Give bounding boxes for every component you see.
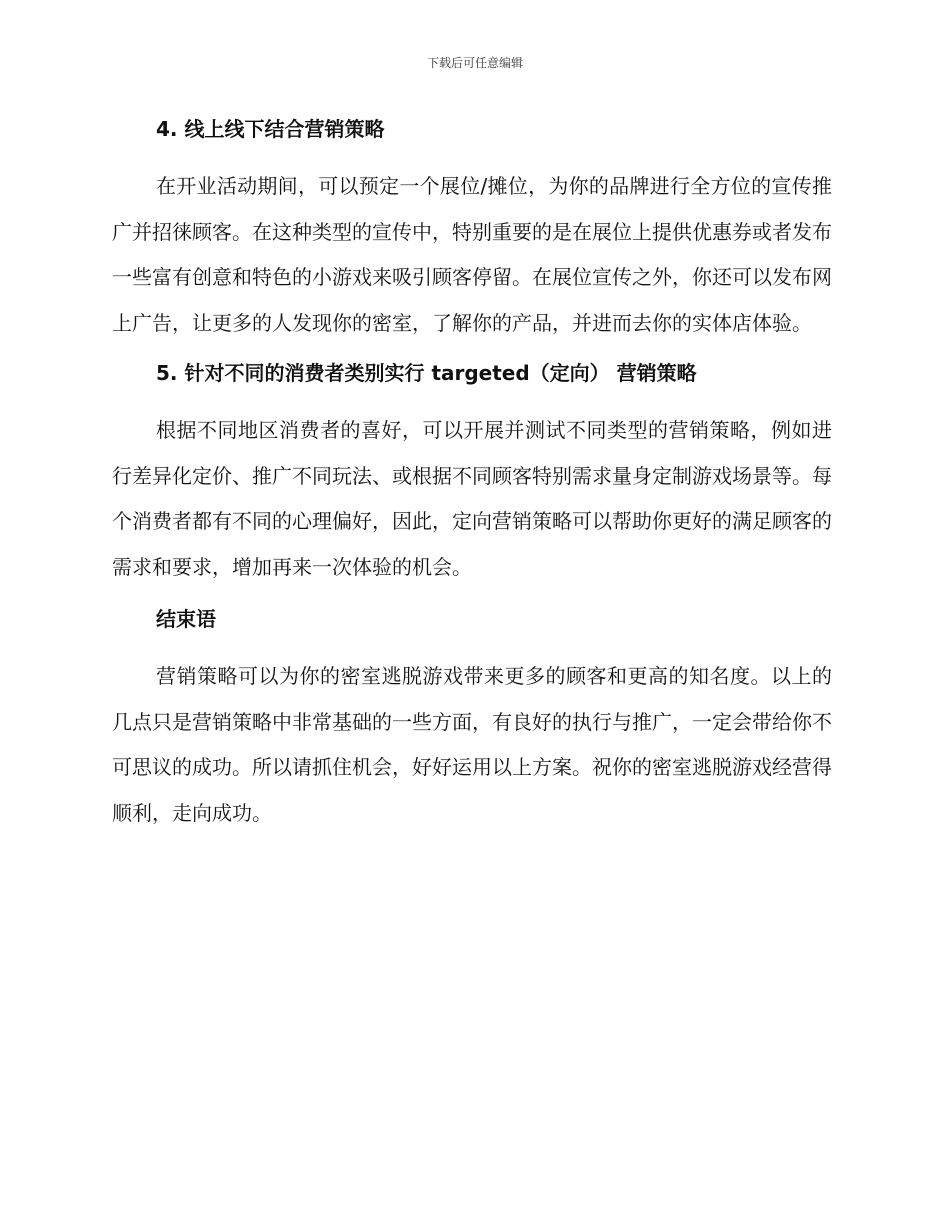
section-heading-online-offline: 4. 线上线下结合营销策略: [156, 117, 385, 141]
section-paragraph-targeted: 根据不同地区消费者的喜好，可以开展并测试不同类型的营销策略，例如进行差异化定价、推广不同玩法、或根据不同顾客特别需求量身定制游戏场景等。每个消费者都有不同的心理偏好，因此，定向营销策略可以帮助你更好的满足顾客的需求和要求，增加再来一次体验的机会。: [112, 418, 832, 579]
page-header-note: 下载后可任意编辑: [426, 56, 523, 70]
section-heading-conclusion: 结束语: [156, 607, 216, 631]
document-body: [112, 112, 832, 836]
section-paragraph-conclusion: 营销策略可以为你的密室逃脱游戏带来更多的顾客和更高的知名度。以上的几点只是营销策略中非常基础的一些方面，有良好的执行与推广，一定会带给你不可思议的成功。所以请抓住机会，好好运用以上方案。祝你的密室逃脱游戏经营得顺利，走向成功。: [112, 664, 832, 825]
section-heading-targeted: 5. 针对不同的消费者类别实行 targeted（定向） 营销策略: [156, 361, 697, 385]
section-paragraph-online-offline: 在开业活动期间，可以预定一个展位/摊位，为你的品牌进行全方位的宣传推广并招徕顾客。在这种类型的宣传中，特别重要的是在展位上提供优惠券或者发布一些富有创意和特色的小游戏来吸引顾客停留。在展位宣传之外，你还可以发布网上广告，让更多的人发现你的密室，了解你的产品，并进而去你的实体店体验。: [112, 174, 832, 335]
